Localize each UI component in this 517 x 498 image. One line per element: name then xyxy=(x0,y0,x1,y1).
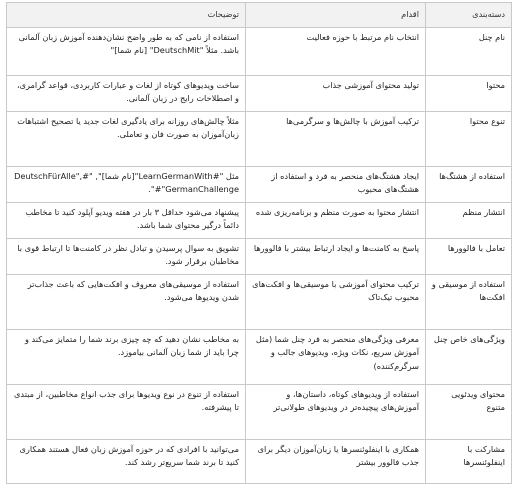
content-wrapper xyxy=(6,2,511,484)
row-action: انتشار محتوا به صورت منظم و برنامه‌ریزی شده xyxy=(246,203,426,239)
table-row xyxy=(7,385,512,440)
header-category: دسته‌بندی xyxy=(426,3,512,28)
row-category: استفاده از هشتگ‌ها xyxy=(426,167,512,203)
row-description: استفاده از موسیقی‌های معروف و افکت‌هایی که باعث جذاب‌تر شدن ویدیوها می‌شود. xyxy=(7,275,246,330)
table-row xyxy=(7,112,512,167)
table-row xyxy=(7,76,512,112)
row-category: نام چنل xyxy=(426,28,512,76)
table-row xyxy=(7,275,512,330)
row-category: محتوا xyxy=(426,76,512,112)
table-row xyxy=(7,28,512,76)
row-description: پیشنهاد می‌شود حداقل ۳ بار در هفته ویدیو آپلود کنید تا مخاطب دائماً درگیر محتوای شما باشد. xyxy=(7,203,246,239)
row-description: مثل "#LearnGermanWith"[نام شما]", "#DeutschFürAlle", "GermanChallenge#". xyxy=(7,167,246,203)
row-action: انتخاب نام مرتبط با حوزه فعالیت xyxy=(246,28,426,76)
table-row xyxy=(7,239,512,275)
table-row xyxy=(7,203,512,239)
row-category: مشارکت با اینفلوئنسرها xyxy=(426,440,512,484)
row-action: استفاده از ویدیوهای کوتاه، داستان‌ها، و آموزش‌های پیچیده‌تر در ویدیوهای طولانی‌تر xyxy=(246,385,426,440)
row-category: ویژگی‌های خاص چنل xyxy=(426,330,512,385)
row-category: انتشار منظم xyxy=(426,203,512,239)
row-action: پاسخ به کامنت‌ها و ایجاد ارتباط بیشتر با فالوورها xyxy=(246,239,426,275)
strategy-table xyxy=(6,2,512,484)
row-description: مثلاً چالش‌های روزانه برای یادگیری لغات جدید یا تصحیح اشتباهات زبان‌آموزان به صورت فان و تعاملی. xyxy=(7,112,246,167)
row-category: تنوع محتوا xyxy=(426,112,512,167)
row-description: ساخت ویدیوهای کوتاه از لغات و عبارات کاربردی، قواعد گرامری، و اصطلاحات رایج در زبان آلمانی. xyxy=(7,76,246,112)
row-action: معرفی ویژگی‌های منحصر به فرد چنل شما (مثل آموزش سریع، نکات ویژه، ویدیوهای جالب و سرگرم‌کننده) xyxy=(246,330,426,385)
row-description: استفاده از تنوع در نوع ویدیوها برای جذب انواع مخاطبین، از مبتدی تا پیشرفته. xyxy=(7,385,246,440)
row-action: تولید محتوای آموزشی جذاب xyxy=(246,76,426,112)
table-header xyxy=(7,3,512,28)
row-description: می‌توانید با افرادی که در حوزه آموزش زبان فعال هستند همکاری کنید تا برند شما سریع‌تر رشد کند. xyxy=(7,440,246,484)
row-action: ایجاد هشتگ‌های منحصر به فرد و استفاده از هشتگ‌های محبوب xyxy=(246,167,426,203)
table-row xyxy=(7,440,512,484)
row-description: تشویق به سوال پرسیدن و تبادل نظر در کامنت‌ها تا ارتباط قوی با مخاطبان برقرار شود. xyxy=(7,239,246,275)
header-action: اقدام xyxy=(246,3,426,28)
table-row xyxy=(7,167,512,203)
header-row xyxy=(7,3,512,28)
row-action: ترکیب محتوای آموزشی با موسیقی‌ها و افکت‌های محبوب تیک‌تاک xyxy=(246,275,426,330)
header-description: توضیحات xyxy=(7,3,246,28)
row-action: همکاری با اینفلوئنسرها یا زبان‌آموزان دیگر برای جذب فالوور بیشتر xyxy=(246,440,426,484)
row-action: ترکیب آموزش با چالش‌ها و سرگرمی‌ها xyxy=(246,112,426,167)
row-description: استفاده از نامی که به طور واضح نشان‌دهنده آموزش زبان آلمانی باشد. مثلاً "DeutschMit" [نام شما]" xyxy=(7,28,246,76)
table-row xyxy=(7,330,512,385)
row-category: محتوای ویدئویی متنوع xyxy=(426,385,512,440)
row-category: تعامل با فالوورها xyxy=(426,239,512,275)
table-body xyxy=(7,28,512,484)
row-category: استفاده از موسیقی و افکت‌ها xyxy=(426,275,512,330)
row-description: به مخاطب نشان دهید که چه چیزی برند شما را متمایز می‌کند و چرا باید از شما زبان آلمانی بیاموزد. xyxy=(7,330,246,385)
